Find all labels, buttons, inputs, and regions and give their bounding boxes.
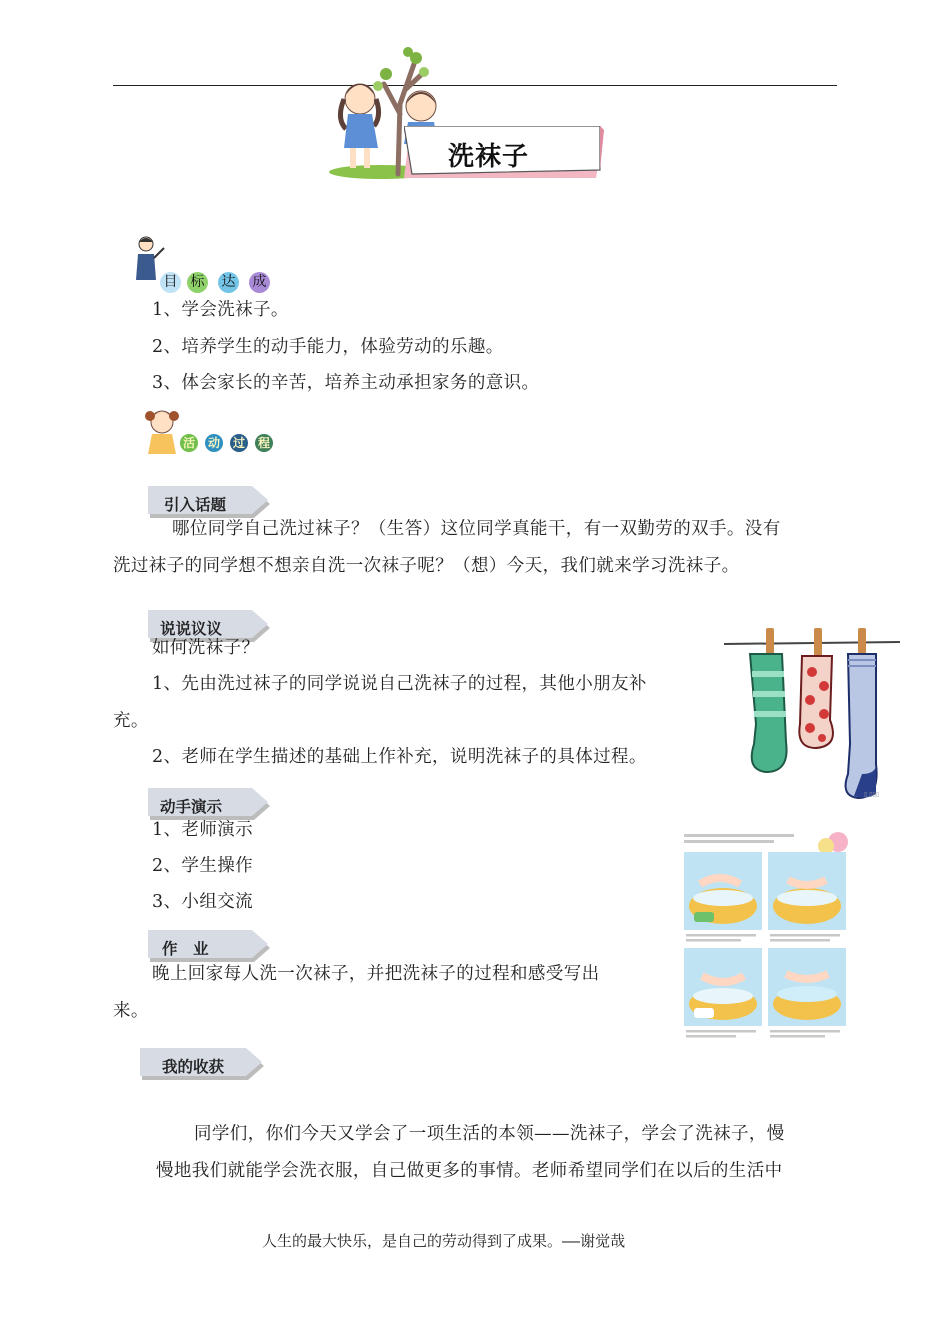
objectives-heading xyxy=(160,272,272,294)
intro-line-1: 哪位同学自己洗过袜子？（生答）这位同学真能干，有一双勤劳的双手。没有 xyxy=(172,519,781,539)
page-title: 洗袜子 xyxy=(448,142,530,172)
intro-line-2: 洗过袜子的同学想不想亲自洗一次袜子呢？（想）今天，我们就来学习洗袜子。 xyxy=(113,556,740,576)
tag-demo xyxy=(148,788,272,818)
discuss-line-4: 2、老师在学生描述的基础上作补充，说明洗袜子的具体过程。 xyxy=(152,747,647,767)
header-rule xyxy=(113,85,837,86)
svg-text:▯ ▯▯▯: ▯ ▯▯▯ xyxy=(864,791,880,798)
discuss-line-1: 如何洗袜子？ xyxy=(152,638,260,658)
discuss-line-3: 充。 xyxy=(113,711,149,731)
harvest-line-1: 同学们，你们今天又学会了一项生活的本领——洗袜子，学会了洗袜子，慢 xyxy=(194,1124,785,1144)
tag-homework xyxy=(148,930,272,960)
washing-steps-illustration xyxy=(680,828,852,1040)
objective-1: 1、学会洗袜子。 xyxy=(152,300,289,320)
discuss-line-2: 1、先由洗过袜子的同学说说自己洗袜子的过程，其他小朋友补 xyxy=(152,674,647,694)
tag-discuss-label: 说说议议 xyxy=(160,620,223,638)
tag-demo-label: 动手演示 xyxy=(160,798,223,816)
activity-char-4: 程 xyxy=(255,434,273,452)
tag-harvest-label: 我的收获 xyxy=(162,1058,225,1076)
activity-char-1: 活 xyxy=(180,434,198,452)
objectives-char-4: 成 xyxy=(249,272,270,293)
tag-homework-label: 作 业 xyxy=(162,940,209,958)
tag-harvest xyxy=(140,1048,266,1078)
girl-icon xyxy=(144,406,184,458)
objectives-char-1: 目 xyxy=(160,272,181,293)
objectives-char-3: 达 xyxy=(218,272,239,293)
tag-intro-label: 引入话题 xyxy=(164,496,227,514)
activity-heading xyxy=(180,434,280,456)
objective-3: 3、体会家长的辛苦，培养主动承担家务的意识。 xyxy=(152,373,540,393)
objective-2: 2、培养学生的动手能力，体验劳动的乐趣。 xyxy=(152,337,504,357)
activity-char-3: 过 xyxy=(230,434,248,452)
socks-illustration xyxy=(724,624,902,802)
homework-line-2: 来。 xyxy=(113,1001,149,1021)
harvest-line-2: 慢地我们就能学会洗衣服，自己做更多的事情。老师希望同学们在以后的生活中 xyxy=(156,1161,783,1181)
activity-char-2: 动 xyxy=(205,434,223,452)
title-banner xyxy=(404,126,604,178)
tag-discuss xyxy=(148,610,272,640)
demo-line-3: 3、小组交流 xyxy=(152,892,254,912)
objectives-char-2: 标 xyxy=(187,272,208,293)
footer-quote: 人生的最大快乐，是自己的劳动得到了成果。——谢觉哉 xyxy=(262,1232,626,1250)
tag-intro xyxy=(148,486,272,516)
homework-line-1: 晚上回家每人洗一次袜子，并把洗袜子的过程和感受写出 xyxy=(152,964,600,984)
demo-line-1: 1、老师演示 xyxy=(152,820,254,840)
demo-line-2: 2、学生操作 xyxy=(152,856,254,876)
